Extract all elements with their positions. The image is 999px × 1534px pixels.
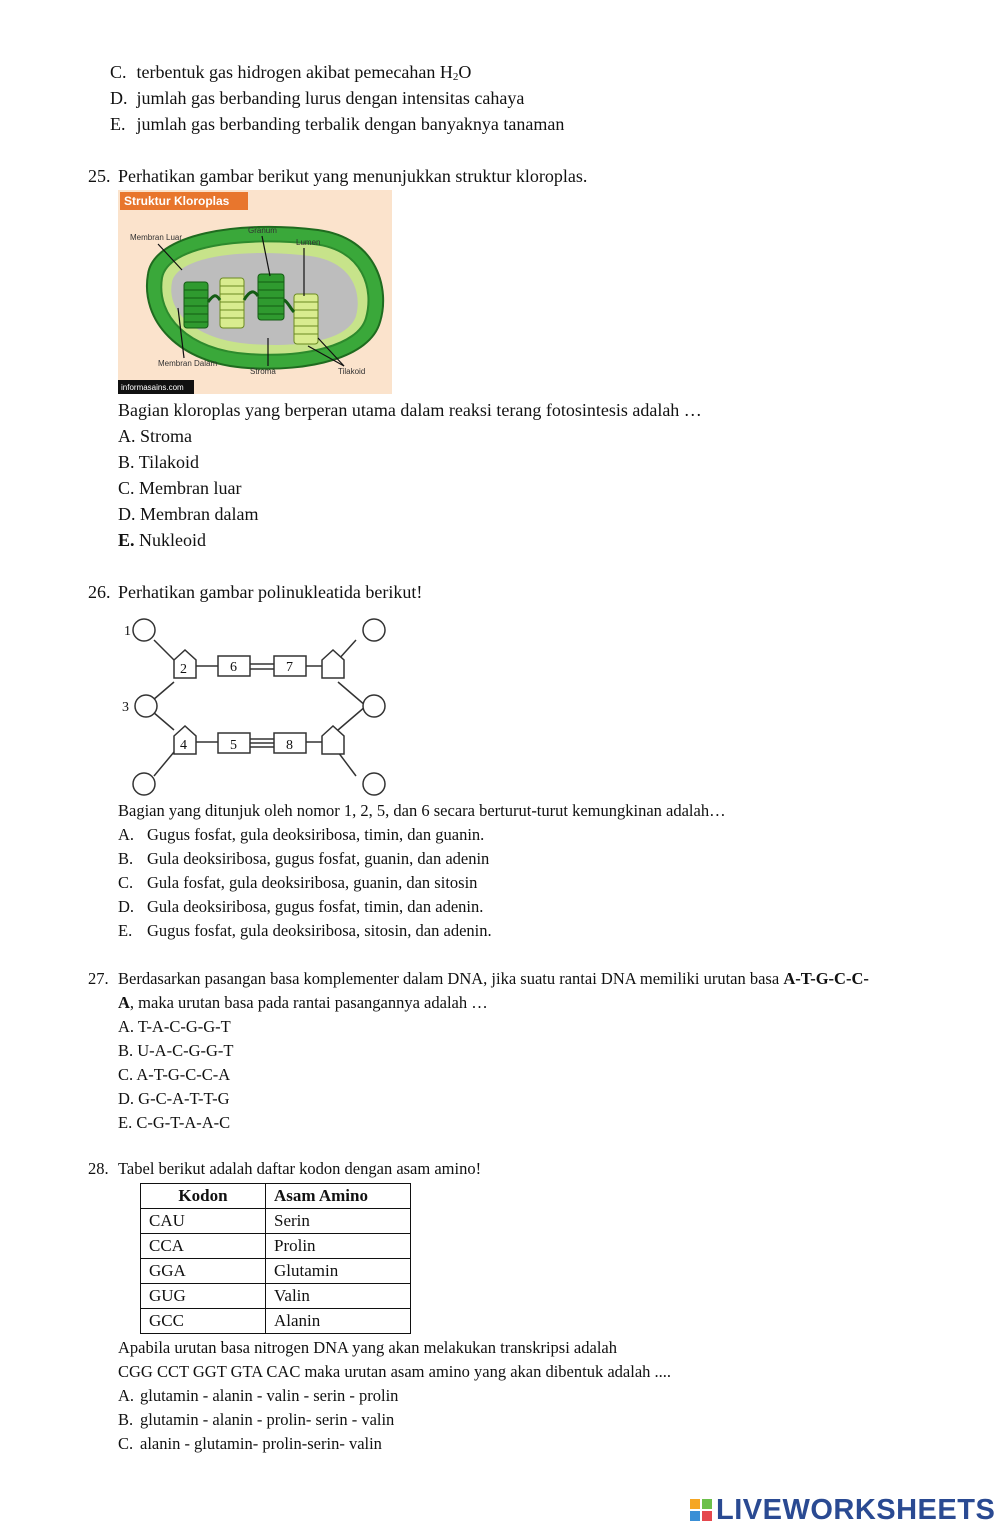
q25-option-d[interactable]: D. Membran dalam	[118, 504, 259, 524]
granum-stack-4	[294, 294, 318, 344]
question-text: Perhatikan gambar polinukleatida berikut!	[118, 582, 423, 602]
cell-kodon: GUG	[141, 1284, 266, 1309]
q27-option-b[interactable]: B. U-A-C-G-G-T	[118, 1041, 234, 1060]
question-number: 26.	[88, 582, 111, 602]
q27-prompt-line1: 27. Berdasarkan pasangan basa komplementer dalam DNA, jika suatu rantai DNA memiliki urutan basa A-T-G-C-C-	[88, 969, 869, 988]
option-text: jumlah gas berbanding lurus dengan intensitas cahaya	[136, 88, 525, 108]
phosphate-circle-bottom-left	[133, 773, 155, 795]
q24-option-d[interactable]	[110, 86, 524, 110]
option-label: C.	[110, 62, 127, 82]
header-asam-amino: Asam Amino	[266, 1184, 411, 1209]
q25-prompt	[88, 164, 587, 188]
q26-option-b[interactable]: B. Gula deoksiribosa, gugus fosfat, guanin, dan adenin	[118, 849, 490, 868]
q24-option-c[interactable]	[110, 60, 471, 89]
polynucleotide-figure	[116, 612, 396, 802]
source-text: informasains.com	[121, 383, 184, 392]
q27-option-d[interactable]: D. G-C-A-T-T-G	[118, 1089, 230, 1108]
label-membran-dalam: Membran Dalam	[158, 359, 218, 368]
q27-option-e[interactable]: E. C-G-T-A-A-C	[118, 1113, 231, 1132]
option-text: terbentuk gas hidrogen akibat pemecahan $H_2O$	[136, 62, 472, 83]
cell-kodon: GCC	[141, 1309, 266, 1334]
label-stroma: Stroma	[250, 367, 276, 376]
phosphate-circle-top-right	[363, 619, 385, 641]
option-label: D.	[110, 88, 128, 108]
q28-prompt	[88, 1158, 481, 1180]
label-4: 4	[180, 738, 187, 753]
cell-asam-amino: Valin	[266, 1284, 411, 1309]
q26-prompt	[88, 580, 422, 604]
label-6: 6	[230, 660, 237, 675]
q27-option-a[interactable]: A. T-A-C-G-G-T	[118, 1017, 231, 1036]
option-label: E.	[110, 114, 126, 134]
codon-table	[140, 1183, 411, 1334]
liveworksheets-logo[interactable]	[690, 1494, 995, 1526]
label-membran-luar: Membran Luar	[130, 233, 183, 242]
cell-asam-amino: Serin	[266, 1209, 411, 1234]
q26-option-e[interactable]: E. Gugus fosfat, gula deoksiribosa, sitosin, dan adenin.	[118, 921, 492, 940]
label-lumen: Lumen	[296, 238, 321, 247]
label-1: 1	[124, 624, 131, 639]
table-header-row	[141, 1184, 411, 1209]
q25-option-b[interactable]: B. Tilakoid	[118, 452, 200, 472]
cell-kodon: CCA	[141, 1234, 266, 1259]
table-row	[141, 1234, 411, 1259]
option-text: jumlah gas berbanding terbalik dengan banyaknya tanaman	[136, 114, 565, 134]
figure-title: Struktur Kloroplas	[124, 194, 230, 208]
question-number: 25.	[88, 166, 111, 186]
question-number: 27.	[88, 969, 109, 988]
cell-asam-amino: Alanin	[266, 1309, 411, 1334]
q26-option-c[interactable]: C. Gula fosfat, gula deoksiribosa, guanin, dan sitosin	[118, 873, 478, 892]
q27-prompt-line2: A, maka urutan basa pada rantai pasangannya adalah …	[118, 993, 488, 1012]
q26-option-d[interactable]: D. Gula deoksiribosa, gugus fosfat, timin, dan adenin.	[118, 897, 484, 916]
q28-option-b[interactable]: B. glutamin - alanin - prolin- serin - valin	[118, 1410, 395, 1429]
q25-option-c[interactable]: C. Membran luar	[118, 478, 242, 498]
sugar-pentagon-bottom-right	[322, 726, 344, 754]
phosphate-circle-3	[135, 695, 157, 717]
cell-asam-amino: Glutamin	[266, 1259, 411, 1284]
q25-question: Bagian kloroplas yang berperan utama dalam reaksi terang fotosintesis adalah …	[118, 400, 702, 420]
cell-asam-amino: Prolin	[266, 1234, 411, 1259]
question-number: 28.	[88, 1159, 109, 1178]
q28-question-line2: CGG CCT GGT GTA CAC maka urutan asam amino yang akan dibentuk adalah ....	[118, 1362, 672, 1381]
q27-option-c[interactable]: C. A-T-G-C-C-A	[118, 1065, 231, 1084]
header-kodon: Kodon	[141, 1184, 266, 1209]
table-row	[141, 1259, 411, 1284]
question-text: Tabel berikut adalah daftar kodon dengan asam amino!	[118, 1159, 482, 1178]
cell-kodon: GGA	[141, 1259, 266, 1284]
phosphate-circle-1	[133, 619, 155, 641]
table-row	[141, 1284, 411, 1309]
q28-question-line1: Apabila urutan basa nitrogen DNA yang akan melakukan transkripsi adalah	[118, 1338, 617, 1357]
granum-stack-1	[184, 282, 208, 328]
phosphate-circle-mid-right	[363, 695, 385, 717]
label-5: 5	[230, 738, 237, 753]
sugar-pentagon-top-right	[322, 650, 344, 678]
q26-option-a[interactable]: A. Gugus fosfat, gula deoksiribosa, timin, dan guanin.	[118, 825, 485, 844]
chloroplast-figure	[118, 190, 392, 394]
q26-question: Bagian yang ditunjuk oleh nomor 1, 2, 5, dan 6 secara berturut-turut kemungkinan adalah…	[118, 801, 726, 820]
phosphate-circle-bottom-right	[363, 773, 385, 795]
label-7: 7	[286, 660, 293, 675]
label-tilakoid: Tilakoid	[338, 367, 366, 376]
label-2: 2	[180, 662, 187, 677]
table-row	[141, 1209, 411, 1234]
granum-stack-2	[220, 278, 244, 328]
q25-option-e[interactable]: E. Nukleoid	[118, 530, 207, 550]
label-3: 3	[122, 700, 129, 715]
cell-kodon: CAU	[141, 1209, 266, 1234]
q28-option-c[interactable]: C. alanin - glutamin- prolin-serin- valin	[118, 1434, 382, 1453]
logo-text: LIVEWORKSHEETS	[716, 1493, 996, 1526]
q24-option-e[interactable]	[110, 112, 564, 136]
hydrogen-bonds	[250, 664, 274, 747]
logo-blocks-icon	[690, 1499, 712, 1521]
question-text: Perhatikan gambar berikut yang menunjukkan struktur kloroplas.	[118, 166, 588, 186]
q28-option-a[interactable]: A. glutamin - alanin - valin - serin - prolin	[118, 1386, 399, 1405]
label-8: 8	[286, 738, 293, 753]
q25-option-a[interactable]: A. Stroma	[118, 426, 192, 446]
label-granum: Granum	[248, 226, 277, 235]
table-row	[141, 1309, 411, 1334]
granum-stack-3	[258, 274, 284, 320]
